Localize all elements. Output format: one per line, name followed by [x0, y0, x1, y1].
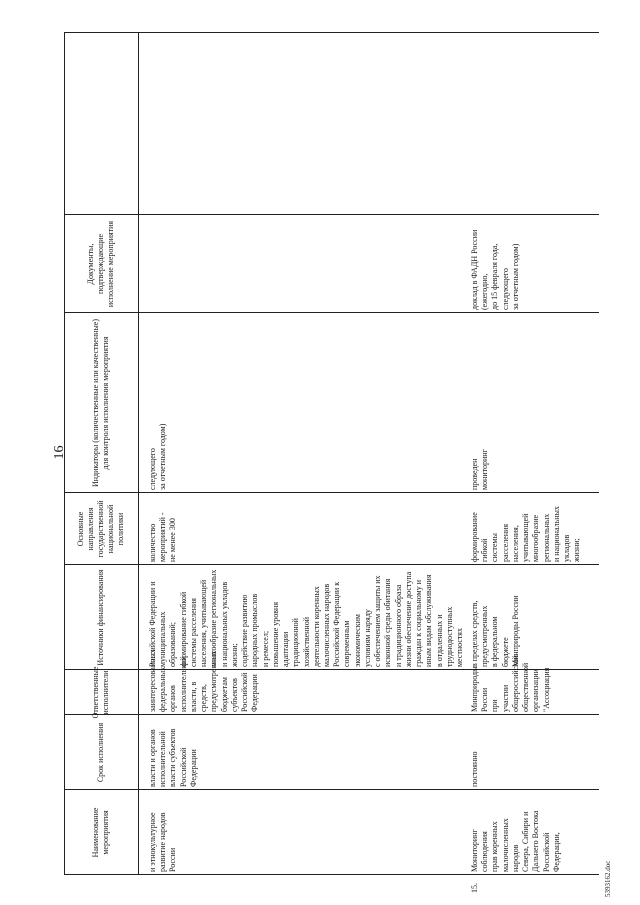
row15-name [470, 792, 562, 872]
cell-line: проведен [470, 458, 479, 490]
cell-line: количество [148, 523, 157, 562]
cell-line: заинтересованных [148, 649, 157, 712]
cell-line: малочисленных народов [500, 818, 520, 872]
cell-line: условиям наряду [362, 609, 372, 667]
cell-line: власти и органов [148, 729, 157, 787]
header-bottom-border [138, 33, 139, 875]
cell-line: жизни обеспечение доступа [403, 571, 413, 667]
cell-line: предусмотренных [209, 650, 219, 712]
cell-line: власти субъектов [168, 728, 178, 787]
cell-line: и ремесел; [260, 630, 270, 667]
cell-line: исполнительной [178, 656, 188, 712]
cell-line: в отдаленных и [434, 614, 444, 667]
cell-line: мероприятий - [158, 512, 168, 562]
header-name [64, 33, 138, 215]
cell-line: не менее 300 [168, 518, 178, 562]
cell-line: иным видам обслуживания [424, 574, 434, 667]
cell-line: Российской [178, 747, 188, 787]
doc-id: 5393162.doc [604, 860, 612, 897]
cell-line: предусмотренных [480, 605, 490, 667]
cell-line: за отчетным годом) [158, 423, 168, 490]
cell-line: многообразие региональных [531, 513, 551, 562]
cell-line: системы расселения [490, 523, 510, 562]
row15-documents [470, 217, 521, 310]
cell-line: общественной [521, 662, 531, 712]
cell-line: федеральных [158, 666, 168, 712]
cell-line: "Ассоциация [541, 667, 551, 712]
cell-line: формирование гибкой [470, 512, 490, 562]
cell-line: и национальных укладов [551, 506, 572, 562]
cell-line: бюджете [500, 637, 510, 667]
cell-line: бюджетам [219, 677, 229, 712]
cell-line: современным экономическим [342, 614, 362, 667]
cell-line: до 15 февраля года, [490, 243, 500, 310]
header-documents: Наименование мероприятия [91, 807, 110, 858]
cell-line: и национальных укладов [219, 581, 229, 667]
continued-documents [148, 315, 168, 490]
row15-financing [470, 567, 521, 667]
cell-line: Мониторинг соблюдения [470, 829, 490, 872]
cell-line: Федерации [250, 674, 260, 712]
cell-line: населения, учитывающей [510, 513, 531, 562]
cell-line: и традиционного образа [393, 584, 403, 667]
cell-line: Минприроды России [470, 666, 490, 712]
continued-indicators [148, 495, 179, 562]
cell-line: Российской Федерации к [332, 581, 342, 667]
cell-line: жизни; [572, 538, 582, 562]
cell-line: жизни; [229, 643, 239, 667]
cell-line: Дальнего Востока [531, 810, 541, 872]
cell-line: с обеспечением защиты их [373, 575, 383, 667]
row-divider [64, 312, 599, 313]
cell-line: исконной среды обитания [383, 578, 393, 667]
cell-line: мониторинг [480, 449, 490, 490]
row15-number: 15. [470, 883, 479, 893]
header-name: Документы, подтверждающие исполнение мероприятия [86, 220, 115, 308]
header-directions: Ответственные исполнители [91, 666, 110, 719]
cell-line: следующего [148, 448, 157, 490]
cell-line: Федерации [188, 749, 198, 787]
header-financing: Источники финансирования [96, 569, 105, 666]
cell-line: Минприроды России [510, 595, 520, 667]
cell-line: формирование гибкой [178, 591, 188, 667]
row-divider [64, 874, 599, 875]
cell-line: деятельности коренных [311, 586, 321, 667]
cell-line: повышение уровня адаптации [270, 602, 291, 667]
row-divider [64, 564, 599, 565]
continued-directions [148, 567, 465, 667]
cell-line: следующего [500, 268, 510, 310]
cell-line: исполнительной [158, 731, 168, 787]
cell-line: в федеральном [490, 616, 500, 667]
cell-line: общероссийской [510, 655, 520, 712]
row-divider [64, 714, 599, 715]
cell-line: и этнокультурное [148, 812, 157, 872]
cell-line: муниципальных образований; [158, 611, 178, 667]
cell-line: Севера, Сибири и [521, 811, 531, 872]
cell-line: прав коренных [490, 821, 500, 872]
cell-line: (ежегодно, [480, 273, 490, 310]
row15-directions [470, 495, 583, 562]
header-indicators: Срок исполнения [96, 722, 105, 783]
cell-line: Российской Федерации и [148, 581, 157, 667]
continued-responsible [148, 717, 199, 787]
cell-line: власти, в средств, [188, 681, 209, 712]
cell-line: при участии [490, 684, 510, 712]
cell-line: развитие народов России [158, 812, 178, 872]
cell-line: субъектов [229, 678, 239, 712]
cell-line: граждан к социальному и [414, 580, 424, 667]
row15-term: постоянно [470, 751, 479, 787]
row-divider [64, 492, 599, 493]
cell-line: Российской [240, 672, 250, 712]
cell-line: населения, учитывающей [199, 579, 209, 667]
row15-responsible [470, 655, 552, 712]
header-term: Индикаторы (количественные или качественные) для контроля исполнения мероприятия [91, 319, 110, 487]
page-number: 16 [52, 445, 67, 460]
row-divider [64, 789, 599, 790]
row-divider [64, 32, 599, 33]
row15-indicators [470, 315, 490, 490]
cell-line: малочисленных народов [321, 583, 331, 667]
cell-line: народных промыслов [250, 593, 260, 667]
cell-line: труднодоступных местностях [444, 606, 465, 667]
cell-line: доклад в ФАДН России [470, 229, 479, 310]
cell-line: организации [531, 669, 541, 712]
cell-line: в пределах средств, [470, 600, 479, 667]
cell-line: многообразие региональных [209, 569, 219, 667]
cell-line: содействие развитию [240, 594, 250, 667]
cell-line: органов [168, 685, 178, 712]
cell-line: за отчетным годом) [510, 243, 520, 310]
continued-name [148, 792, 179, 872]
header-responsible: Основные направления государственной национальной политики [76, 500, 125, 558]
cell-line: традиционной хозяйственной [291, 617, 311, 667]
cell-line: системы расселения [188, 598, 198, 667]
cell-line: Российской Федерации, [541, 832, 561, 872]
row-divider [64, 214, 599, 215]
